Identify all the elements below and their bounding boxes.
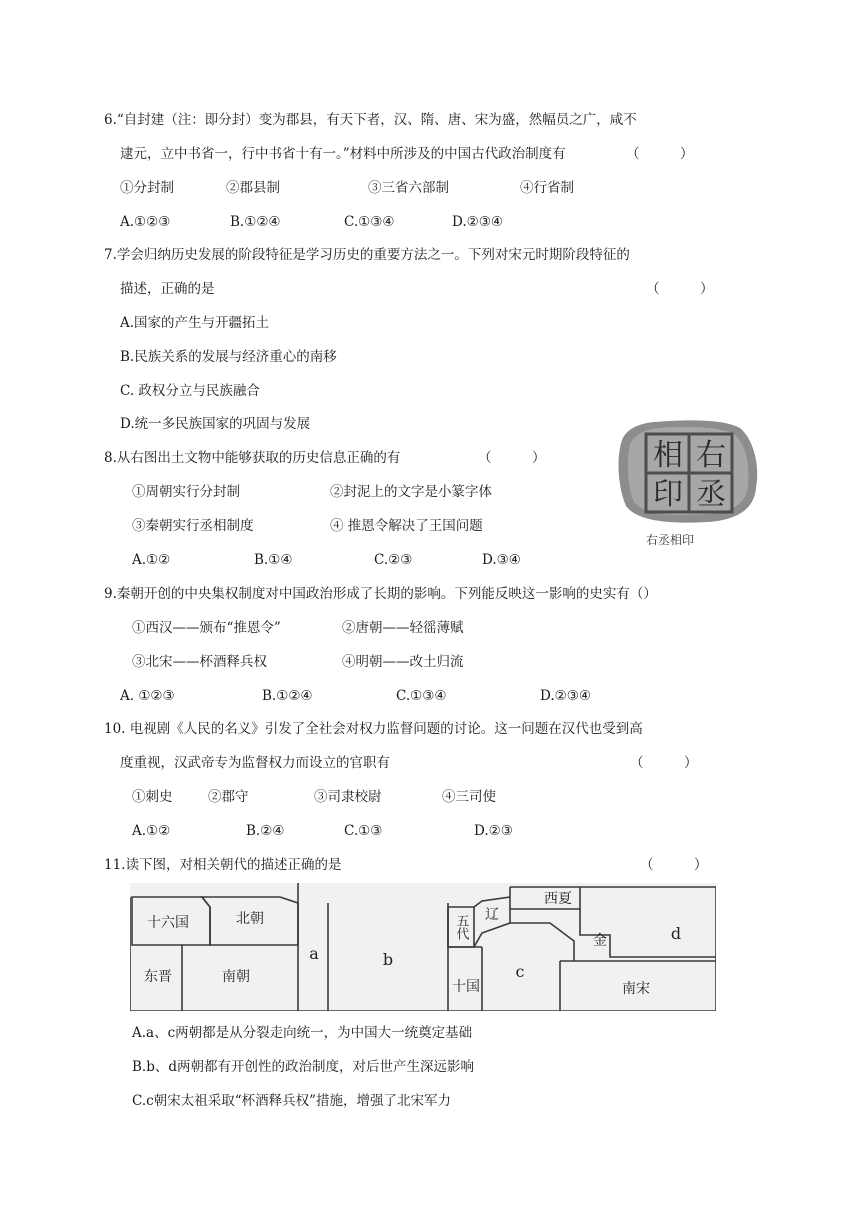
q6-option-a: A.①②③ xyxy=(120,214,171,230)
cell-beichao: 北朝 xyxy=(236,911,264,927)
q7-option-b: B.民族关系的发展与经济重心的南移 xyxy=(120,349,337,365)
q6-item-4: ④行省制 xyxy=(520,180,574,196)
cell-c: c xyxy=(515,962,525,981)
q7-answer-paren: （ ） xyxy=(646,281,714,297)
seal-char-xiang: 相 xyxy=(653,438,683,473)
q8-item-4: ④ 推恩令解决了王国问题 xyxy=(330,518,483,534)
q9-option-b: B.①②④ xyxy=(262,688,313,704)
q10-item-1: ①刺史 xyxy=(132,789,173,805)
q10-item-2: ②郡守 xyxy=(208,789,249,805)
q7-stem-line2: 描述，正确的是 xyxy=(120,281,215,297)
q6-option-d: D.②③④ xyxy=(452,214,503,230)
cell-wudai: 五代 xyxy=(453,914,469,940)
q11-option-c: C.c朝宋太祖采取“杯酒释兵权”措施，增强了北宋军力 xyxy=(132,1093,452,1109)
q7-option-d: D.统一多民族国家的巩固与发展 xyxy=(120,416,311,432)
q6-stem-line2: 逮元，立中书省一，行中书省十有一。”材料中所涉及的中国古代政治制度有 xyxy=(120,146,566,162)
q11-option-a: A.a、c两朝都是从分裂走向统一，为中国大一统奠定基础 xyxy=(132,1025,473,1041)
cell-b: b xyxy=(382,950,394,969)
q9-item-1: ①西汉——颁布“推恩令” xyxy=(132,620,281,636)
q6-option-b: B.①②④ xyxy=(230,214,281,230)
q6-stem-line1: 6.“自封建（注：即分封）变为郡县，有天下者，汉、隋、唐、宋为盛，然幅员之广，咸不 xyxy=(104,112,637,128)
clay-seal-image xyxy=(612,418,760,526)
q10-answer-paren: （ ） xyxy=(630,755,698,771)
q9-item-2: ②唐朝——轻徭薄赋 xyxy=(342,620,464,636)
cell-nansong: 南宋 xyxy=(622,981,650,997)
q9-option-a: A. ①②③ xyxy=(120,688,175,704)
q6-item-3: ③三省六部制 xyxy=(368,180,449,196)
q9-item-4: ④明朝——改土归流 xyxy=(342,654,464,670)
q11-answer-paren: （ ） xyxy=(640,857,708,873)
cell-d: d xyxy=(670,924,682,943)
q8-answer-paren: （ ） xyxy=(478,450,546,466)
q11-stem: 11.读下图，对相关朝代的描述正确的是 xyxy=(104,857,342,873)
cell-jin: 金 xyxy=(593,933,607,949)
seal-char-yin: 印 xyxy=(653,477,683,512)
q11-option-b: B.b、d两朝都有开创性的政治制度，对后世产生深远影响 xyxy=(132,1059,474,1075)
q6-item-2: ②郡县制 xyxy=(226,180,280,196)
q8-item-2: ②封泥上的文字是小篆字体 xyxy=(330,484,492,500)
q9-stem: 9.秦朝开创的中央集权制度对中国政治形成了长期的影响。下列能反映这一影响的史实有（） xyxy=(104,586,657,602)
q10-stem-line1: 10. 电视剧《人民的名义》引发了全社会对权力监督问题的讨论。这一问题在汉代也受到高 xyxy=(104,721,643,737)
cell-xixia: 西夏 xyxy=(544,891,572,907)
q8-option-b: B.①④ xyxy=(254,552,293,568)
q6-option-c: C.①③④ xyxy=(344,214,395,230)
seal-caption: 右丞相印 xyxy=(646,533,695,547)
q7-stem-line1: 7.学会归纳历史发展的阶段特征是学习历史的重要方法之一。下列对宋元时期阶段特征的 xyxy=(104,247,630,263)
q7-option-a: A.国家的产生与开疆拓土 xyxy=(120,315,270,331)
q8-item-1: ①周朝实行分封制 xyxy=(132,484,240,500)
seal-char-you: 右 xyxy=(696,438,726,473)
q10-stem-line2: 度重视，汉武帝专为监督权力而设立的官职有 xyxy=(120,755,390,771)
cell-nanchao: 南朝 xyxy=(222,969,250,985)
q6-item-1: ①分封制 xyxy=(120,180,174,196)
dynasty-timeline-diagram xyxy=(130,883,716,1011)
q8-option-d: D.③④ xyxy=(482,552,521,568)
seal-char-cheng: 丞 xyxy=(696,477,726,512)
cell-dongjin: 东晋 xyxy=(144,969,172,985)
cell-liao: 辽 xyxy=(485,907,499,923)
q9-item-3: ③北宋——杯酒释兵权 xyxy=(132,654,267,670)
q8-stem: 8.从右图出土文物中能够获取的历史信息正确的有 xyxy=(104,450,401,466)
q8-option-c: C.②③ xyxy=(374,552,413,568)
q7-option-c: C. 政权分立与民族融合 xyxy=(120,383,260,399)
q6-answer-paren: （ ） xyxy=(626,146,694,162)
q8-option-a: A.①② xyxy=(132,552,171,568)
q9-option-d: D.②③④ xyxy=(540,688,591,704)
q10-item-4: ④三司使 xyxy=(442,789,496,805)
q10-option-a: A.①② xyxy=(132,823,171,839)
q10-item-3: ③司隶校尉 xyxy=(314,789,382,805)
q8-item-3: ③秦朝实行丞相制度 xyxy=(132,518,254,534)
q10-option-d: D.②③ xyxy=(474,823,513,839)
q10-option-c: C.①③ xyxy=(344,823,383,839)
cell-a: a xyxy=(309,944,319,963)
q9-option-c: C.①③④ xyxy=(396,688,447,704)
q10-option-b: B.②④ xyxy=(246,823,285,839)
cell-shiliuguo: 十六国 xyxy=(147,915,189,931)
cell-shiguo: 十国 xyxy=(452,979,480,995)
